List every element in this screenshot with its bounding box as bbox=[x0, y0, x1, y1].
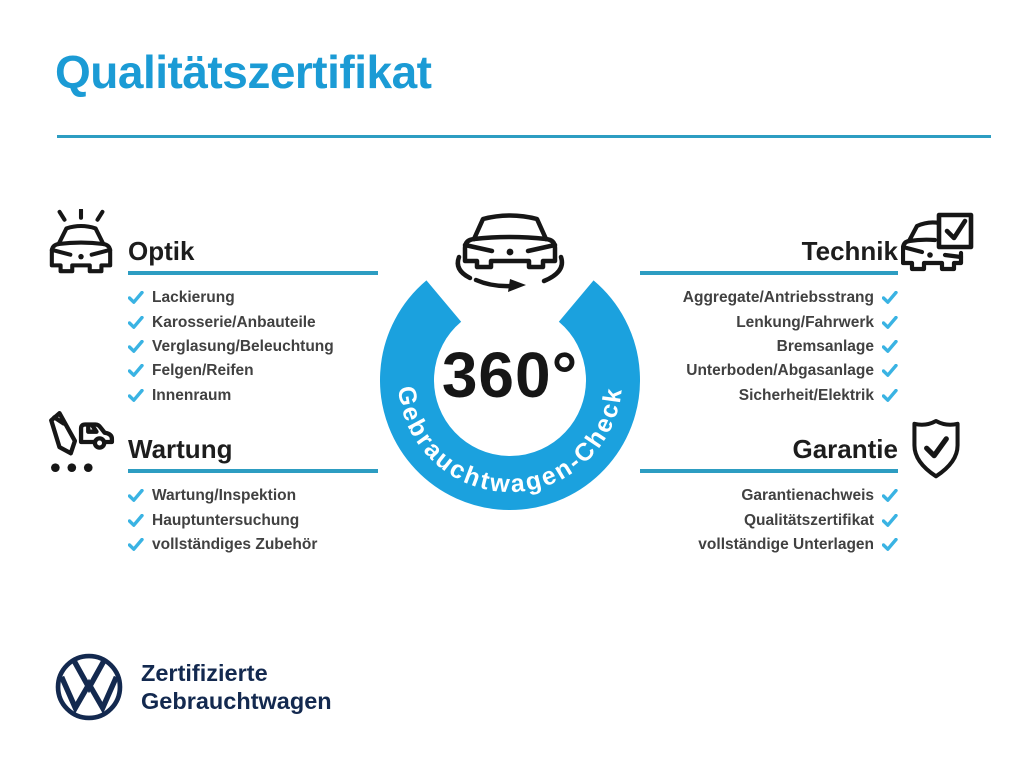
check-icon bbox=[882, 514, 898, 528]
item-label: Sicherheit/Elektrik bbox=[738, 386, 874, 404]
item-label: Unterboden/Abgasanlage bbox=[686, 362, 874, 380]
section-title-optik: Optik bbox=[128, 236, 195, 266]
list-item bbox=[128, 310, 378, 334]
check-icon bbox=[128, 489, 144, 503]
wartung-checklist bbox=[128, 484, 378, 557]
list-item bbox=[640, 310, 898, 334]
check-icon bbox=[128, 364, 144, 378]
car-shine-icon bbox=[46, 209, 116, 279]
list-item bbox=[640, 335, 898, 359]
item-label: Bremsanlage bbox=[776, 337, 874, 355]
item-label: vollständiges Zubehör bbox=[152, 535, 318, 553]
item-label: Lenkung/Fahrwerk bbox=[736, 313, 874, 331]
check-icon bbox=[882, 316, 898, 330]
list-item bbox=[128, 533, 378, 557]
section-wartung bbox=[128, 434, 378, 557]
item-label: Karosserie/Anbauteile bbox=[152, 313, 316, 331]
garantie-checklist bbox=[640, 484, 898, 557]
item-label: Aggregate/Antriebsstrang bbox=[682, 289, 874, 307]
item-label: Lackierung bbox=[152, 289, 235, 307]
vw-logo bbox=[53, 651, 125, 723]
check-icon bbox=[882, 489, 898, 503]
list-item bbox=[640, 286, 898, 310]
check-icon bbox=[128, 514, 144, 528]
car-checkbox-icon bbox=[901, 209, 977, 285]
list-item bbox=[640, 484, 898, 508]
item-label: Innenraum bbox=[152, 386, 232, 404]
list-item bbox=[128, 384, 378, 408]
check-icon bbox=[128, 316, 144, 330]
item-label: Garantienachweis bbox=[741, 487, 874, 505]
section-underline bbox=[128, 271, 378, 275]
check-icon bbox=[128, 340, 144, 354]
car-rotation-icon bbox=[458, 216, 562, 293]
section-underline bbox=[640, 271, 898, 275]
list-item bbox=[640, 359, 898, 383]
list-item bbox=[128, 286, 378, 310]
degree-label: 360° bbox=[441, 339, 579, 411]
item-label: Wartung/Inspektion bbox=[152, 487, 297, 505]
check-icon bbox=[882, 291, 898, 305]
list-item bbox=[128, 508, 378, 532]
section-title-garantie: Garantie bbox=[792, 434, 898, 464]
optik-checklist bbox=[128, 286, 378, 408]
page-title: Qualitätszertifikat bbox=[55, 46, 432, 98]
list-item bbox=[128, 484, 378, 508]
item-label: Hauptuntersuchung bbox=[152, 511, 300, 529]
footer-claim bbox=[141, 659, 332, 715]
shield-check-icon bbox=[906, 417, 966, 485]
item-label: vollständige Unterlagen bbox=[698, 535, 874, 553]
list-item bbox=[640, 508, 898, 532]
section-optik bbox=[128, 236, 378, 408]
section-underline bbox=[640, 469, 898, 473]
check-icon bbox=[882, 340, 898, 354]
section-technik bbox=[640, 236, 898, 408]
technik-checklist bbox=[640, 286, 898, 408]
section-garantie bbox=[640, 434, 898, 557]
check-icon bbox=[882, 538, 898, 552]
ring-label: Gebrauchtwagen-Check bbox=[391, 384, 628, 499]
item-label: Qualitätszertifikat bbox=[743, 511, 874, 529]
check-icon bbox=[882, 389, 898, 403]
list-item bbox=[128, 335, 378, 359]
section-underline bbox=[128, 469, 378, 473]
list-item bbox=[128, 359, 378, 383]
item-label: Verglasung/Beleuchtung bbox=[152, 337, 334, 355]
item-label: Felgen/Reifen bbox=[152, 362, 254, 380]
section-title-wartung: Wartung bbox=[128, 434, 233, 464]
list-item bbox=[640, 384, 898, 408]
footer-line2: Gebrauchtwagen bbox=[141, 688, 332, 714]
check-icon bbox=[128, 538, 144, 552]
check-icon bbox=[882, 364, 898, 378]
header-divider bbox=[57, 135, 991, 138]
360-check-badge bbox=[375, 185, 645, 515]
section-title-technik: Technik bbox=[801, 236, 898, 266]
footer-line1: Zertifizierte bbox=[141, 660, 268, 686]
list-item bbox=[640, 533, 898, 557]
service-checklist-icon bbox=[42, 406, 116, 480]
check-icon bbox=[128, 389, 144, 403]
check-icon bbox=[128, 291, 144, 305]
